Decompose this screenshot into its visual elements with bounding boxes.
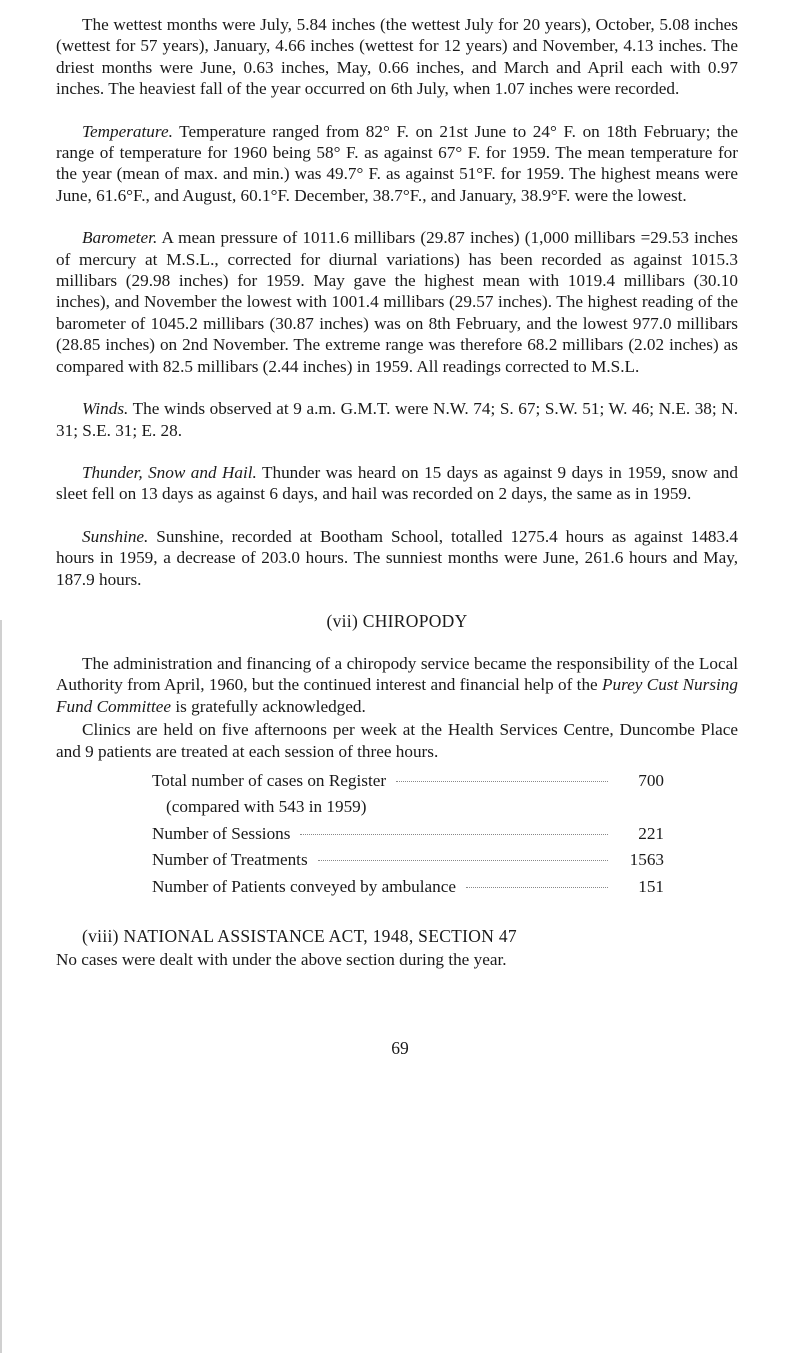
thunder-heading: Thunder, Snow and Hail. (82, 462, 257, 482)
barometer-heading: Barometer. (82, 228, 158, 248)
national-assistance-heading: (viii) NATIONAL ASSISTANCE ACT, 1948, SECTION 47 (82, 926, 517, 947)
barometer-paragraph: Barometer. A mean pressure of 1011.6 millibars (29.87 inches) (1,000 millibars =29.53 inches of mercury at M.S.L., corrected for diurnal variations) has been recorded as against 1015.3 millibars (29.98 inches) for 1959. May gave the highest mean with 1019.4 millibars (30.10 inches), and November the lowest with 1001.4 millibars (29.57 inches). The highest reading of the barometer of 1045.2 millibars (30.87 inches) was on 8th February, and the lowest 977.0 millibars (28.85 inches) on 2nd November. The extreme range was therefore 68.2 millibars (2.02 inches) as compared with 82.5 millibars (2.44 inches) in 1959. All readings corrected to M.S.L. (56, 228, 738, 376)
stat-value: 151 (638, 876, 664, 896)
stat-row-treatments (152, 847, 664, 874)
chiropody-statistics-table (152, 768, 664, 901)
temperature-paragraph: Temperature. Temperature ranged from 82° F. on 21st June to 24° F. on 18th February; the range of temperature for 1960 being 58° F. as against 67° F. for 1959. The mean temperature for the year (mean of max. and min.) was 49.7° F. as against 51°F. for 1959. The highest means were June, 61.6°F., and August, 60.1°F. December, 38.7°F., and January, 38.9°F. were the lowest. (56, 121, 738, 205)
stat-value: 700 (638, 770, 664, 790)
stat-label: Number of Treatments (152, 850, 308, 870)
sunshine-heading: Sunshine. (82, 526, 149, 546)
page-number: 69 (391, 1038, 409, 1058)
temperature-heading: Temperature. (82, 121, 173, 141)
stat-value: 1563 (629, 850, 664, 870)
scan-edge-line (0, 620, 2, 1353)
leader-dots (466, 887, 608, 888)
stat-row-ambulance (152, 874, 664, 901)
stat-row-register (152, 768, 664, 795)
stat-label: (compared with 543 in 1959) (166, 797, 367, 817)
chiropody-heading: (vii) CHIROPODY (326, 610, 468, 631)
stat-value: 221 (638, 823, 664, 843)
winds-heading: Winds. (82, 399, 129, 419)
stat-label: Number of Sessions (152, 823, 291, 843)
winds-paragraph: Winds. The winds observed at 9 a.m. G.M.T. were N.W. 74; S. 67; S.W. 51; W. 46; N.E. 38; N. 31; S.E. 31; E. 28. (56, 399, 738, 440)
thunder-paragraph: Thunder, Snow and Hail. Thunder was heard on 15 days as against 9 days in 1959, snow and sleet fell on 13 days as against 6 days, and hail was recorded on 2 days, the same as in 1959. (56, 462, 738, 504)
leader-dots (300, 834, 608, 835)
document-page (56, 14, 738, 971)
leader-dots (396, 781, 608, 782)
stat-row-sessions (152, 821, 664, 848)
stat-label: Number of Patients conveyed by ambulance (152, 876, 457, 896)
stat-label: Total number of cases on Register (152, 770, 387, 790)
sunshine-paragraph: Sunshine. Sunshine, recorded at Bootham School, totalled 1275.4 hours as against 1483.4 hours in 1959, a decrease of 203.0 hours. The sunniest months were June, 261.6 hours and May, 187.9 hours. (56, 526, 738, 589)
leader-dots (318, 860, 608, 861)
rainfall-paragraph: The wettest months were July, 5.84 inches (the wettest July for 20 years), October, 5.08 inches (wettest for 57 years), January, 4.66 inches (wettest for 12 years) and November, 4.13 inches. The driest months were June, 0.63 inches, May, 0.66 inches, and March and April each with 0.97 inches. The heaviest fall of the year occurred on 6th July, when 1.07 inches were recorded. (56, 15, 738, 99)
national-assistance-text: No cases were dealt with under the above section during the year. (56, 950, 507, 970)
chiropody-paragraph-1: The administration and financing of a chiropody service became the responsibility of the Local Authority from April, 1960, but the continued interest and financial help of the Purey Cust Nursing Fund Committee is gratefully acknowledged. (56, 653, 738, 716)
chiropody-paragraph-2: Clinics are held on five afternoons per week at the Health Services Centre, Duncombe Place and 9 patients are treated at each session of three hours. (56, 720, 738, 761)
committee-name: Purey Cust Nursing Fund Committee (56, 675, 738, 716)
stat-row-comparison (152, 794, 664, 821)
